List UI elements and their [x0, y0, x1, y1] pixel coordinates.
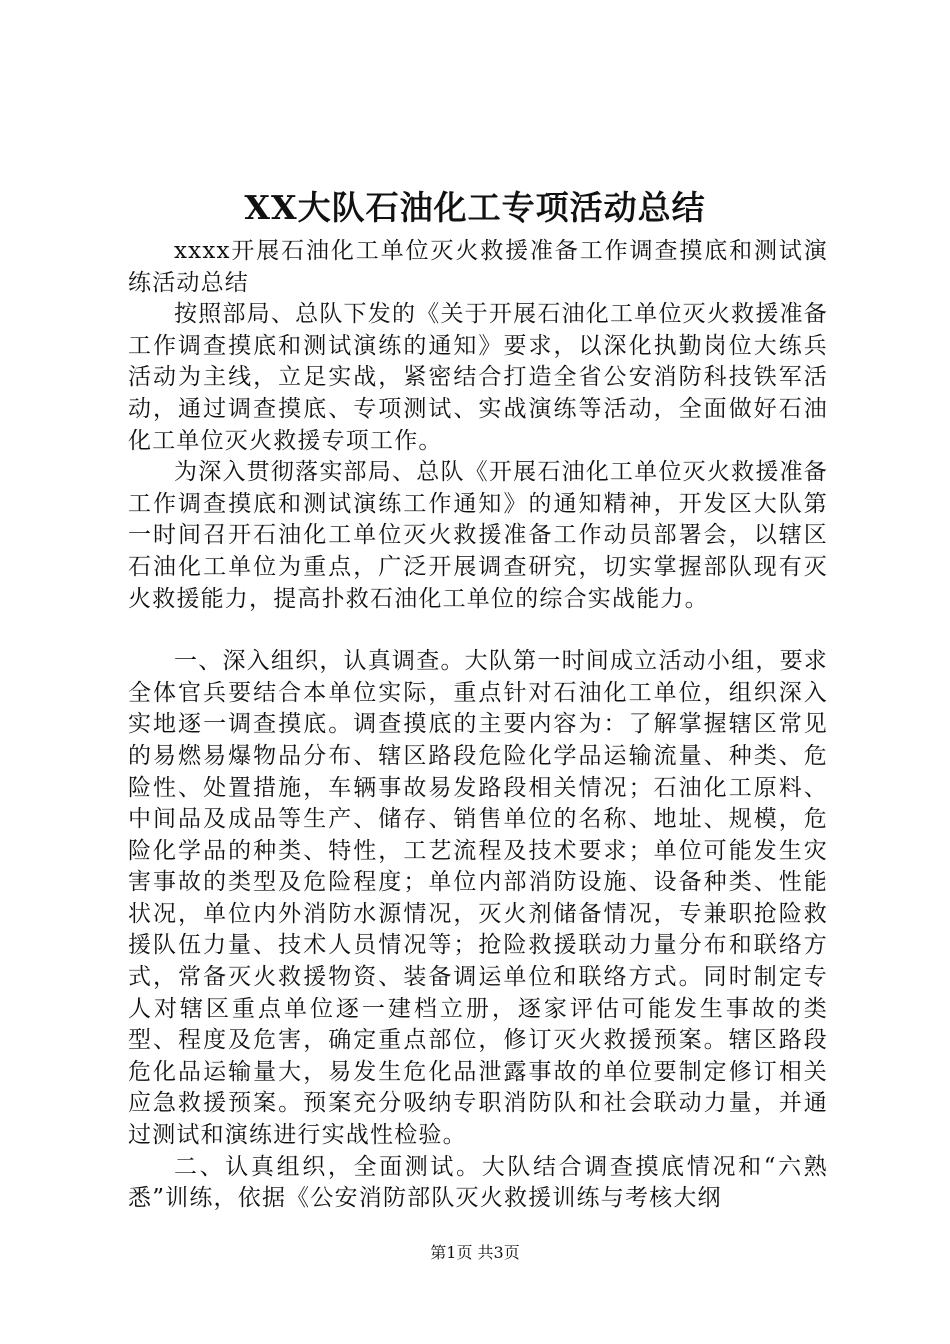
document-title: XX大队石油化工专项活动总结 — [244, 188, 706, 227]
paragraph-background: 为深入贯彻落实部局、总队《开展石油化工单位灭火救援准备工作调查摸底和测试演练工作通知》的通知精神，开发区大队第一时间召开石油化工单位灭火救援准备工作动员部署会，以辖区石油化工单位为重点，广泛开展调查研究，切实掌握部队现有灭火救援能力，提高扑救石油化工单位的综合实战能力。 — [128, 459, 828, 612]
document-body — [128, 236, 828, 1215]
paragraph-intro: 按照部局、总队下发的《关于开展石油化工单位灭火救援准备工作调查摸底和测试演练的通知》要求，以深化执勤岗位大练兵活动为主线，立足实战，紧密结合打造全省公安消防科技铁军活动，通过调查摸底、专项测试、实战演练等活动，全面做好石油化工单位灭火救援专项工作。 — [128, 301, 828, 454]
page-number-footer: 第1页 共3页 — [430, 1243, 520, 1262]
paragraph-subtitle: xxxx开展石油化工单位灭火救援准备工作调查摸底和测试演练活动总结 — [128, 238, 828, 296]
paragraph-section-two: 二、认真组织，全面测试。大队结合调查摸底情况和“六熟悉”训练，依据《公安消防部队灭火救援训练与考核大纲 — [128, 1153, 828, 1212]
paragraph-section-one: 一、深入组织，认真调查。大队第一时间成立活动小组，要求全体官兵要结合本单位实际，重点针对石油化工单位，组织深入实地逐一调查摸底。调查摸底的主要内容为：了解掌握辖区常见的易燃易爆物品分布、辖区路段危险化学品运输流量、种类、危险性、处置措施，车辆事故易发路段相关情况；石油化工原料、中间品及成品等生产、储存、销售单位的名称、地址、规模，危险化学品的种类、特性，工艺流程及技术要求；单位可能发生灾害事故的类型及危险程度；单位内部消防设施、设备种类、性能状况，单位内外消防水源情况，灭火剂储备情况，专兼职抢险救援队伍力量、技术人员情况等；抢险救援联动力量分布和联络方式，常备灭火救援物资、装备调运单位和联络方式。同时制定专人对辖区重点单位逐一建档立册，逐家评估可能发生事故的类型、程度及危害，确定重点部位，修订灭火救援预案。辖区路段危化品运输量大，易发生危化品泄露事故的单位要制定修订相关应急救援预案。预案充分吸纳专职消防队和社会联动力量，并通过测试和演练进行实战性检验。 — [128, 648, 828, 1149]
